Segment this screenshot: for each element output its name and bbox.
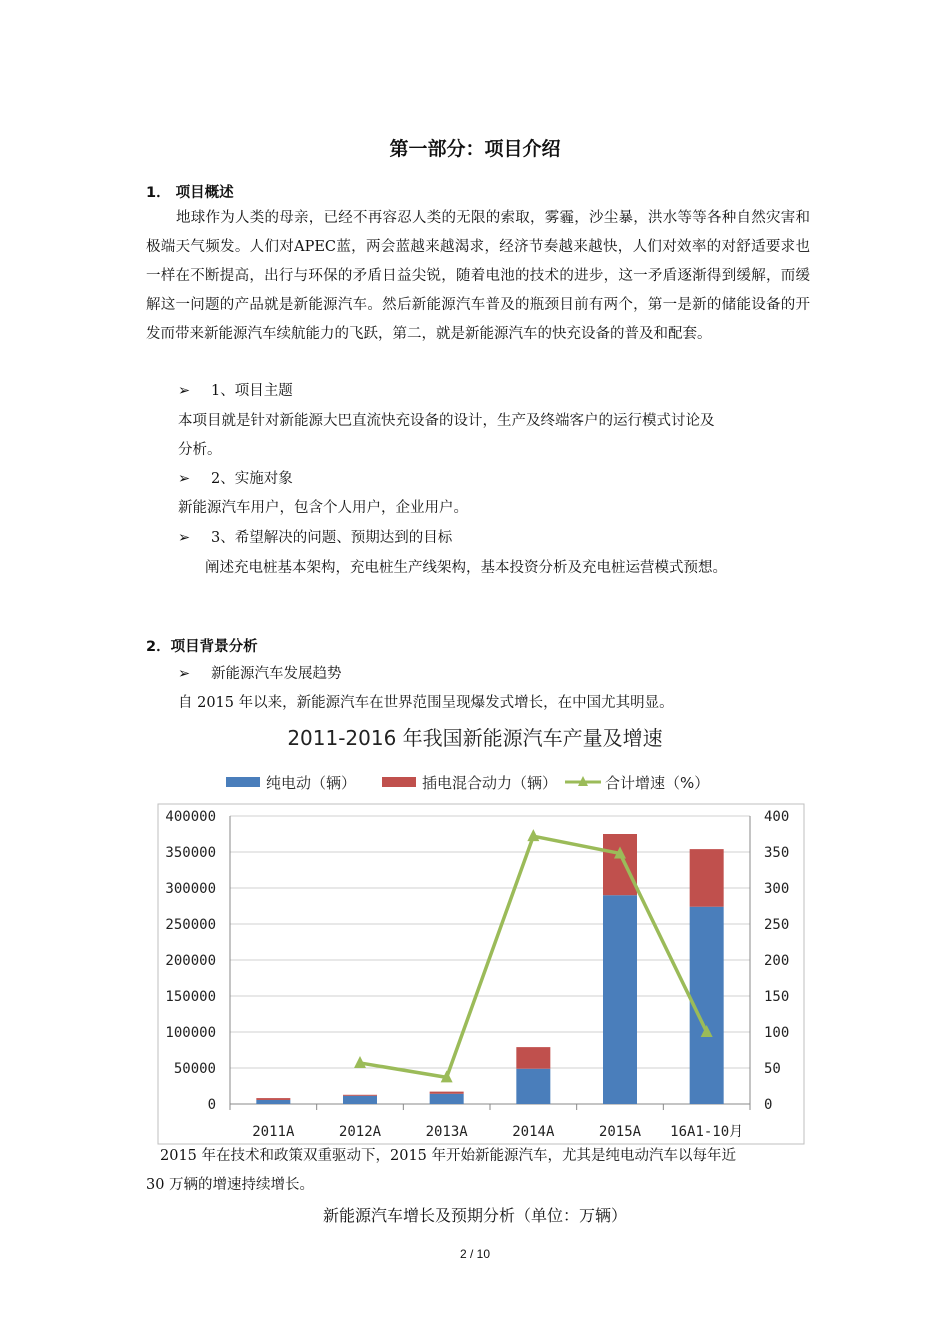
bar-phev bbox=[430, 1092, 464, 1094]
arrow-bullet-icon: ➢ bbox=[178, 471, 191, 487]
y-tick-left: 300000 bbox=[165, 881, 216, 897]
ev-production-chart bbox=[150, 760, 810, 1150]
y-tick-right: 100 bbox=[764, 1025, 790, 1041]
arrow-bullet-icon: ➢ bbox=[178, 666, 191, 682]
section-1-heading: 1． 项目概述 bbox=[146, 185, 234, 201]
theme-text-line-1: 本项目就是针对新能源大巴直流快充设备的设计，生产及终端客户的运行模式讨论及 bbox=[178, 413, 715, 429]
bar-phev bbox=[690, 849, 724, 907]
bar-bev bbox=[603, 895, 637, 1104]
y-tick-left: 100000 bbox=[165, 1025, 216, 1041]
legend-label: 合计增速（%） bbox=[605, 774, 710, 792]
bullet-target-audience bbox=[178, 465, 293, 494]
legend-label: 纯电动（辆） bbox=[266, 774, 357, 792]
legend-label: 插电混合动力（辆） bbox=[422, 774, 558, 792]
page-title: 第一部分：项目介绍 bbox=[389, 138, 561, 160]
bullet-ev-trend bbox=[178, 660, 342, 689]
section-2-heading: 2．项目背景分析 bbox=[146, 639, 258, 655]
y-tick-left: 400000 bbox=[165, 809, 216, 825]
y-tick-left: 200000 bbox=[165, 953, 216, 969]
table-caption: 新能源汽车增长及预期分析（单位：万辆） bbox=[322, 1206, 627, 1225]
bar-bev bbox=[430, 1094, 464, 1104]
chart-title: 2011-2016 年我国新能源汽车产量及增速 bbox=[287, 726, 663, 750]
chart-commentary-line-1: 2015 年在技术和政策双重驱动下，2015 年开始新能源汽车，尤其是纯电动汽车以每年近 bbox=[160, 1148, 737, 1164]
x-tick-label: 2011A bbox=[252, 1124, 295, 1140]
bar-phev bbox=[603, 834, 637, 895]
trend-intro-text: 自 2015 年以来，新能源汽车在世界范围呈现爆发式增长，在中国尤其明显。 bbox=[178, 695, 674, 711]
bullet-label: 3、希望解决的问题、预期达到的目标 bbox=[211, 530, 453, 546]
arrow-bullet-icon: ➢ bbox=[178, 530, 191, 546]
x-tick-label: 2015A bbox=[598, 1124, 642, 1140]
bullet-goals bbox=[178, 524, 452, 553]
x-tick-label: 2012A bbox=[338, 1124, 382, 1140]
x-tick-label: 2014A bbox=[512, 1124, 555, 1140]
bar-phev bbox=[256, 1098, 290, 1100]
growth-rate-marker bbox=[527, 829, 539, 841]
bar-phev bbox=[516, 1047, 550, 1069]
y-tick-left: 350000 bbox=[165, 845, 216, 861]
bullet-label: 2、实施对象 bbox=[211, 471, 293, 487]
section-1-paragraph: 地球作为人类的母亲，已经不再容忍人类的无限的索取，雾霾，沙尘暴，洪水等等各种自然灾害和极端天气频发。人们对APEC蓝，两会蓝越来越渴求，经济节奏越来越快，人们对效率的对舒适要求也一样在不断提高，出行与环保的矛盾日益尖锐，随着电池的技术的进步，这一矛盾逐渐得到缓解，而缓解这一问题的产品就是新能源汽车。然后新能源汽车普及的瓶颈目前有两个，第一是新的储能设备的开发而带来新能源汽车续航能力的飞跃，第二，就是新能源汽车的快充设备的普及和配套。 bbox=[146, 210, 810, 342]
bar-bev bbox=[256, 1100, 290, 1104]
growth-rate-line bbox=[360, 836, 707, 1077]
y-tick-left: 250000 bbox=[165, 917, 216, 933]
y-tick-right: 400 bbox=[764, 809, 790, 825]
y-tick-right: 350 bbox=[764, 845, 790, 861]
bar-bev bbox=[516, 1069, 550, 1104]
y-tick-right: 200 bbox=[764, 953, 790, 969]
x-tick-label: 16A1-10月 bbox=[670, 1124, 744, 1140]
bar-phev bbox=[343, 1095, 377, 1096]
y-tick-left: 150000 bbox=[165, 989, 216, 1005]
y-tick-right: 50 bbox=[764, 1061, 781, 1077]
y-tick-right: 300 bbox=[764, 881, 790, 897]
legend-bar-swatch bbox=[226, 777, 260, 787]
chart-commentary-line-2: 30 万辆的增速持续增长。 bbox=[146, 1177, 315, 1193]
arrow-bullet-icon: ➢ bbox=[178, 383, 191, 399]
y-tick-right: 150 bbox=[764, 989, 790, 1005]
target-audience-text: 新能源汽车用户，包含个人用户，企业用户。 bbox=[178, 500, 468, 516]
bullet-project-theme bbox=[178, 377, 293, 406]
y-tick-left: 50000 bbox=[173, 1061, 216, 1077]
x-tick-label: 2013A bbox=[425, 1124, 468, 1140]
page-number: 2 / 10 bbox=[459, 1247, 491, 1261]
y-tick-left: 0 bbox=[207, 1097, 216, 1113]
theme-text-line-2: 分析。 bbox=[178, 442, 222, 458]
y-tick-right: 0 bbox=[764, 1097, 773, 1113]
bullet-label: 1、项目主题 bbox=[211, 383, 293, 399]
bar-bev bbox=[343, 1096, 377, 1104]
y-tick-right: 250 bbox=[764, 917, 790, 933]
goals-text: 阐述充电桩基本架构，充电桩生产线架构，基本投资分析及充电桩运营模式预想。 bbox=[205, 560, 727, 576]
legend-bar-swatch bbox=[382, 777, 416, 787]
bullet-label: 新能源汽车发展趋势 bbox=[211, 666, 342, 682]
